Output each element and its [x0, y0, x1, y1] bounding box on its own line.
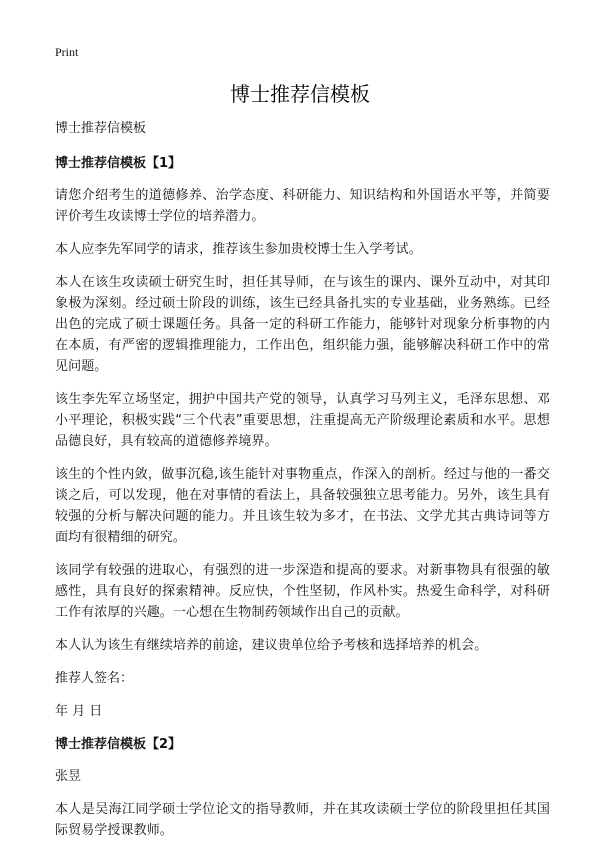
document-subtitle: 博士推荐信模板 [55, 121, 147, 136]
paragraph: 本人是吴海江同学硕士学位论文的指导教师，并在其攻读硕士学位的阶段里担任其国际贸易学授课教师。 [55, 802, 550, 838]
paragraph: 请您介绍考生的道德修养、治学态度、科研能力、知识结构和外国语水平等，并简要评价考生攻读博士学位的培养潜力。 [55, 188, 550, 224]
date-label: 年 月 日 [55, 704, 103, 719]
print-link[interactable]: Print [55, 45, 79, 59]
paragraph: 本人应李先军同学的请求，推荐该生参加贵校博士生入学考试。 [55, 242, 422, 257]
paragraph: 该生的个性内敛，做事沉稳,该生能针对事物重点，作深入的剖析。经过与他的一番交谈之后，可以发现，他在对事情的看法上，具备较强独立思考能力。另外，该生具有较强的分析与解决问题的能力。并且该生较为多才，在书法、文学尤其古典诗词等方面均有很精细的研究。 [55, 467, 550, 545]
page-title: 博士推荐信模板 [230, 82, 370, 106]
section-heading-1: 博士推荐信模板【1】 [55, 156, 182, 171]
paragraph: 该生李先军立场坚定，拥护中国共产党的领导，认真学习马列主义，毛泽东思想、邓小平理论，积极实践“三个代表”重要思想，注重提高无产阶级理论素质和水平。思想品德良好，具有较高的道德修养境界。 [55, 392, 550, 449]
section-heading-2: 博士推荐信模板【2】 [55, 737, 182, 752]
paragraph: 该同学有较强的进取心，有强烈的进一步深造和提高的要求。对新事物具有很强的敏感性，具有良好的探索精神。反应快，个性坚韧，作风朴实。热爱生命科学，对科研工作有浓厚的兴趣。一心想在生物制药领域作出自己的贡献。 [55, 563, 550, 620]
signature-label: 推荐人签名： [55, 671, 134, 686]
paragraph: 本人认为该生有继续培养的前途，建议贵单位给予考核和选择培养的机会。 [55, 638, 488, 653]
document-body [55, 118, 550, 853]
paragraph: 本人在该生攻读硕士研究生时，担任其导师，在与该生的课内、课外互动中，对其印象极为深刻。经过硕士阶段的训练，该生已经具备扎实的专业基础，业务熟练。已经出色的完成了硕士课题任务。具备一定的科研工作能力，能够针对现象分析事物的内在本质，有严密的逻辑推理能力，工作出色，组织能力强，能够解决科研工作中的常见问题。 [55, 275, 550, 374]
recommender-name: 张昱 [55, 769, 82, 784]
